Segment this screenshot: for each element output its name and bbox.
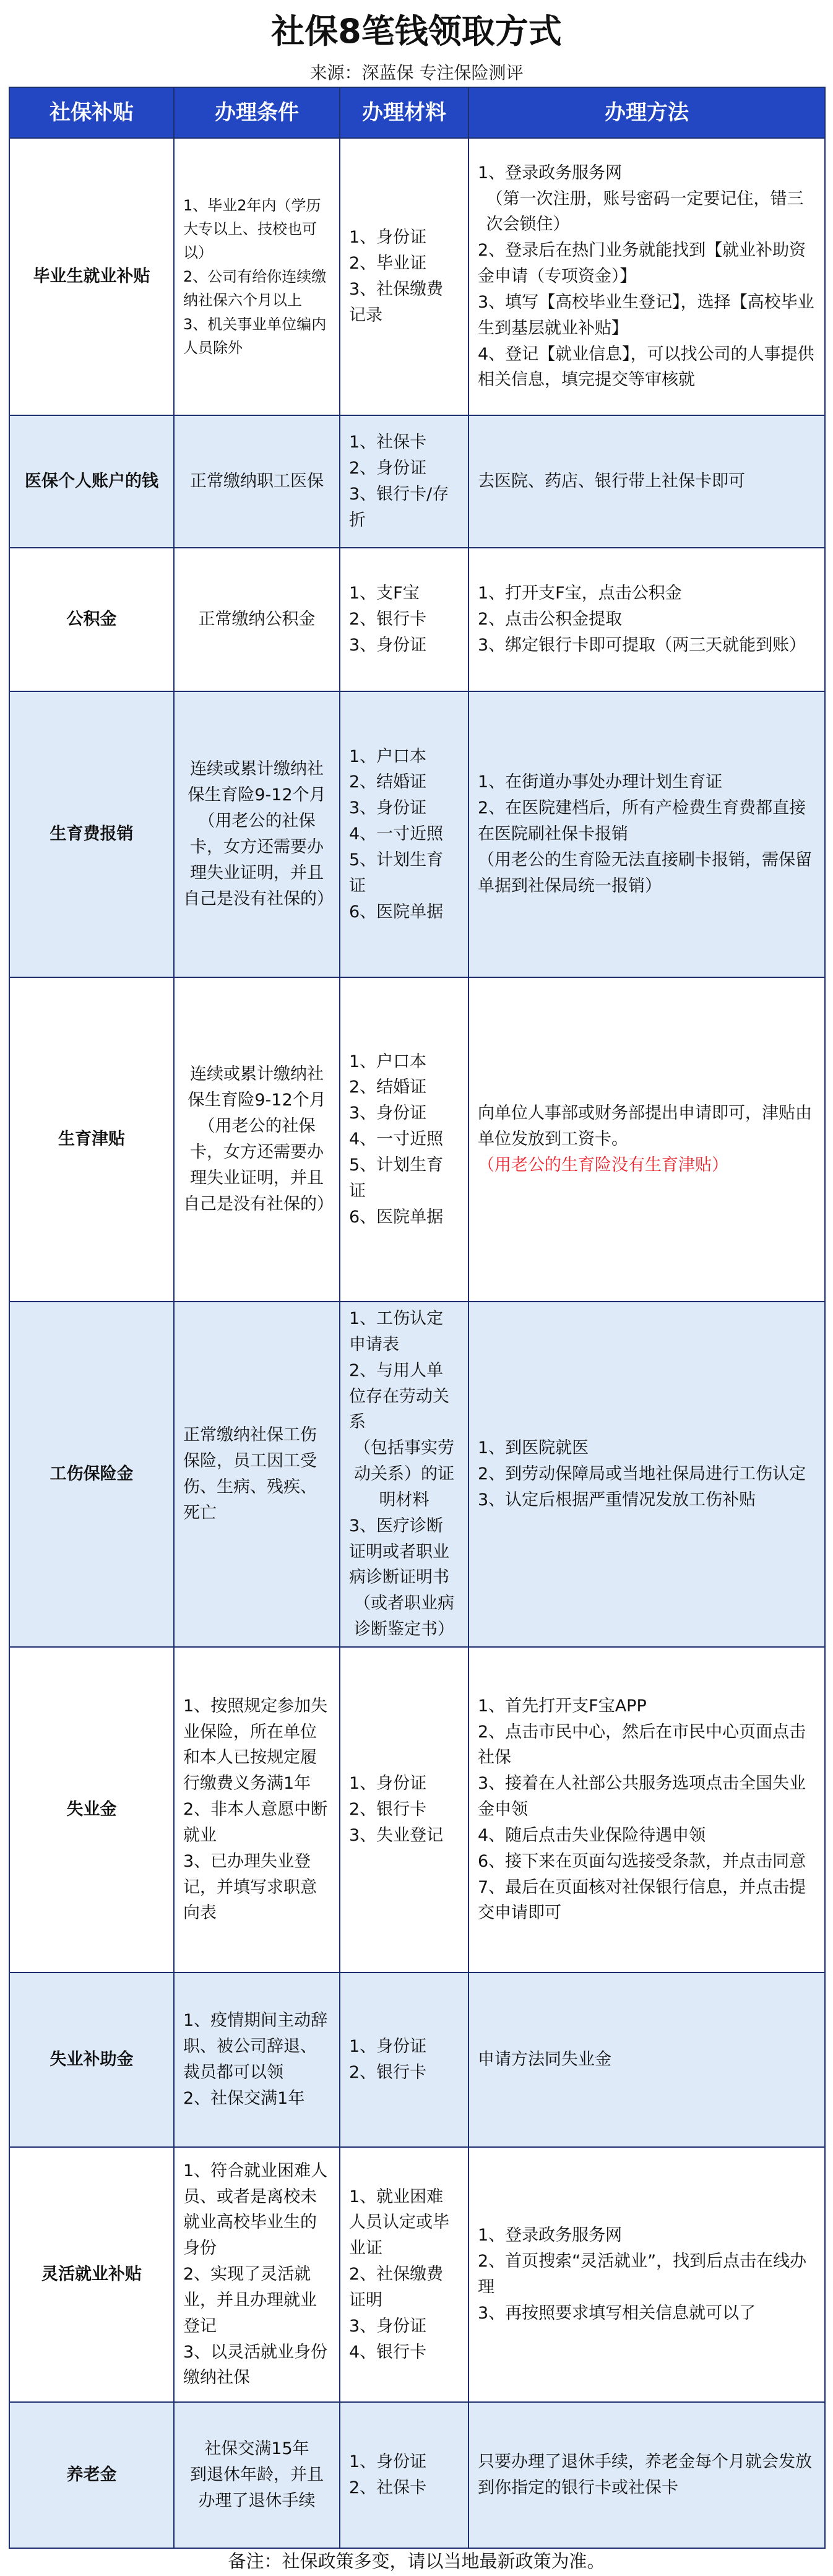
material-line: 1、社保卡	[349, 433, 427, 452]
table-row	[9, 691, 825, 977]
benefit-name: 工伤保险金	[9, 1302, 174, 1647]
method-cell	[468, 2147, 825, 2402]
material-line: 1、身份证	[349, 2037, 427, 2057]
material-line: 1、户口本	[349, 1052, 427, 1071]
condition-line: 正常缴纳社保工伤保险，员工因工受伤、生病、残疾、死亡	[183, 1425, 317, 1523]
material-line: 3、银行卡/存折	[349, 485, 449, 530]
material-line: 1、工伤认定申请表	[349, 1309, 444, 1354]
table-header-row	[9, 87, 825, 138]
condition-cell	[174, 138, 340, 415]
material-line: 3、身份证	[349, 798, 427, 818]
material-line: 2、身份证	[349, 459, 427, 478]
condition-cell	[174, 1973, 340, 2147]
condition-line: 连续或累计缴纳社保生育险9-12个月	[188, 759, 326, 805]
method-cell	[468, 1302, 825, 1647]
condition-line: 到退休年龄，并且办理了退休手续	[190, 2465, 324, 2510]
table-row	[9, 2402, 825, 2548]
method-cell	[468, 138, 825, 415]
benefit-name: 医保个人账户的钱	[9, 415, 174, 548]
materials-cell	[340, 2402, 468, 2548]
method-cell	[468, 415, 825, 548]
material-line: 3、社保缴费记录	[349, 280, 444, 325]
materials-cell	[340, 2147, 468, 2402]
material-line: 5、计划生育证	[349, 1155, 444, 1201]
method-line: 3、认定后根据严重情况发放工伤补贴	[478, 1490, 756, 1510]
benefit-name: 失业金	[9, 1647, 174, 1973]
materials-cell	[340, 977, 468, 1302]
method-line: 2、点击公积金提取	[478, 610, 623, 629]
table-row	[9, 548, 825, 691]
footer-note: 备注：社保政策多变，请以当地最新政策为准。	[228, 2550, 605, 2572]
materials-cell	[340, 138, 468, 415]
column-header-benefit: 社保补贴	[9, 87, 174, 138]
method-cell	[468, 548, 825, 691]
column-header-materials: 办理材料	[340, 87, 468, 138]
method-line: 3、绑定银行卡即可提取（两三天就能到账）	[478, 635, 806, 655]
method-line: 2、在医院建档后，所有产检费生育费都直接在医院刷社保卡报销	[478, 798, 806, 844]
method-line: 1、打开支F宝，点击公积金	[478, 584, 682, 603]
condition-line: 1、按照规定参加失业保险，所在单位和本人已按规定履行缴费义务满1年	[183, 1696, 328, 1794]
material-line: 2、社保卡	[349, 2478, 427, 2497]
method-cell	[468, 2402, 825, 2548]
condition-line: 1、毕业2年内（学历大专以上、技校也可以）	[183, 196, 321, 262]
condition-line: 连续或累计缴纳社保生育险9-12个月	[188, 1065, 326, 1110]
material-line: 1、支F宝	[349, 584, 420, 603]
method-line: （用老公的生育险无法直接刷卡报销，需保留单据到社保局统一报销）	[478, 850, 812, 896]
material-line: 3、身份证	[349, 635, 427, 655]
condition-line: 正常缴纳公积金	[198, 610, 316, 629]
condition-cell	[174, 415, 340, 548]
table-row	[9, 1647, 825, 1973]
condition-line: 1、符合就业困难人员、或者是离校未就业高校毕业生的身份	[183, 2161, 328, 2258]
material-line: 1、户口本	[349, 746, 427, 766]
material-line: （或者职业病诊断鉴定书）	[354, 1594, 454, 1640]
table-row	[9, 2147, 825, 2402]
method-line: 向单位人事部或财务部提出申请即可，津贴由单位发放到工资卡。	[478, 1104, 812, 1149]
method-line: 2、首页搜索“灵活就业”，找到后点击在线办理	[478, 2252, 807, 2297]
column-header-method: 办理方法	[468, 87, 825, 138]
condition-line: 社保交满15年	[204, 2439, 309, 2459]
materials-cell	[340, 1973, 468, 2147]
method-cell	[468, 691, 825, 977]
condition-line: 1、疫情期间主动辞职、被公司辞退、裁员都可以领	[183, 2011, 328, 2082]
benefit-name: 灵活就业补贴	[9, 2147, 174, 2402]
material-line: 1、身份证	[349, 2452, 427, 2472]
material-line: 2、与用人单位存在劳动关系	[349, 1360, 449, 1432]
materials-cell	[340, 548, 468, 691]
materials-cell	[340, 691, 468, 977]
material-line: 4、银行卡	[349, 2342, 427, 2362]
material-line: 3、身份证	[349, 2316, 427, 2336]
condition-line: （用老公的社保卡，女方还需要办理失业证明，并且自己是没有社保的）	[183, 1117, 334, 1214]
benefit-name: 生育费报销	[9, 691, 174, 977]
materials-cell	[340, 1647, 468, 1973]
method-cell	[468, 1973, 825, 2147]
material-line: 2、社保缴费证明	[349, 2265, 444, 2310]
condition-cell	[174, 548, 340, 691]
page-subtitle: 来源：深蓝保 专注保险测评	[309, 63, 524, 83]
method-line: 1、首先打开支F宝APP	[478, 1696, 647, 1716]
material-line: 2、结婚证	[349, 1078, 427, 1097]
table-row	[9, 415, 825, 548]
materials-cell	[340, 415, 468, 548]
method-line: 去医院、药店、银行带上社保卡即可	[478, 472, 745, 491]
condition-line: 2、非本人意愿中断就业	[183, 1800, 328, 1845]
condition-cell	[174, 977, 340, 1302]
page-title: 社保8笔钱领取方式	[271, 11, 562, 51]
table-row	[9, 1973, 825, 2147]
table-row	[9, 138, 825, 415]
materials-cell	[340, 1302, 468, 1647]
material-line: 5、计划生育证	[349, 850, 444, 896]
material-line: 6、医院单据	[349, 1207, 444, 1227]
material-line: 3、失业登记	[349, 1825, 444, 1845]
method-line: 2、点击市民中心，然后在市民中心页面点击社保	[478, 1722, 806, 1768]
condition-line: 3、已办理失业登记，并填写求职意向表	[183, 1851, 317, 1923]
condition-cell	[174, 1302, 340, 1647]
benefit-name: 公积金	[9, 548, 174, 691]
material-line: 6、医院单据	[349, 902, 444, 922]
condition-cell	[174, 2402, 340, 2548]
condition-line: 2、实现了灵活就业，并且办理就业登记	[183, 2265, 317, 2336]
method-line: 3、接着在人社部公共服务选项点击全国失业金申领	[478, 1774, 806, 1820]
benefit-name: 养老金	[9, 2402, 174, 2548]
condition-line: （用老公的社保卡，女方还需要办理失业证明，并且自己是没有社保的）	[183, 811, 334, 909]
method-line: 4、登记【就业信息】，可以找公司的人事提供相关信息，填完提交等审核就	[478, 344, 814, 390]
table-row	[9, 1302, 825, 1647]
method-line: 1、登录政务服务网	[478, 163, 623, 183]
condition-line: 2、社保交满1年	[183, 2088, 305, 2108]
method-cell	[468, 1647, 825, 1973]
method-line: 7、最后在页面核对社保银行信息，并点击提交申请即可	[478, 1877, 806, 1923]
condition-line: 2、公司有给你连续缴纳社保六个月以上	[183, 267, 327, 309]
method-line: 2、登录后在热门业务就能找到【就业补助资金申请（专项资金）】	[478, 241, 806, 287]
material-line: 1、就业困难人员认定或毕业证	[349, 2187, 449, 2258]
method-line: 6、接下来在页面勾选接受条款，并点击同意	[478, 1851, 806, 1871]
method-line: 申请方法同失业金	[478, 2050, 611, 2070]
method-line: 3、填写【高校毕业生登记】，选择【高校毕业生到基层就业补贴】	[478, 292, 814, 338]
material-line: 1、身份证	[349, 228, 427, 248]
method-line: 只要办理了退休手续，养老金每个月就会发放到你指定的银行卡或社保卡	[478, 2452, 812, 2497]
column-header-condition: 办理条件	[174, 87, 340, 138]
method-line: 1、到医院就医	[478, 1438, 589, 1458]
method-line: （第一次注册，账号密码一定要记住，错三次会锁住）	[486, 189, 804, 235]
table-row	[9, 977, 825, 1302]
material-line: 2、银行卡	[349, 2062, 427, 2082]
material-line: （包括事实劳动关系）的证明材料	[354, 1438, 454, 1510]
material-line: 2、银行卡	[349, 1800, 427, 1820]
method-line: 2、到劳动保障局或当地社保局进行工伤认定	[478, 1464, 806, 1484]
condition-line: 3、以灵活就业身份缴纳社保	[183, 2342, 328, 2388]
condition-line: 正常缴纳职工医保	[190, 472, 324, 491]
benefits-table	[9, 87, 826, 2549]
material-line: 3、医疗诊断证明或者职业病诊断证明书	[349, 1516, 449, 1588]
condition-cell	[174, 691, 340, 977]
material-line: 4、一寸近照	[349, 824, 444, 844]
method-line: 1、在街道办事处办理计划生育证	[478, 772, 723, 792]
material-line: 2、毕业证	[349, 254, 427, 274]
material-line: 4、一寸近照	[349, 1130, 444, 1149]
condition-line: 3、机关事业单位编内人员除外	[183, 315, 327, 357]
method-note-red: （用老公的生育险没有生育津贴）	[478, 1155, 728, 1175]
method-line: 1、登录政务服务网	[478, 2226, 623, 2245]
method-line: 3、再按照要求填写相关信息就可以了	[478, 2303, 756, 2323]
material-line: 2、银行卡	[349, 610, 427, 629]
method-cell	[468, 977, 825, 1302]
benefit-name: 失业补助金	[9, 1973, 174, 2147]
material-line: 1、身份证	[349, 1774, 427, 1794]
material-line: 3、身份证	[349, 1104, 427, 1123]
method-line: 4、随后点击失业保险待遇申领	[478, 1825, 706, 1845]
benefit-name: 毕业生就业补贴	[9, 138, 174, 415]
condition-cell	[174, 2147, 340, 2402]
material-line: 2、结婚证	[349, 772, 427, 792]
condition-cell	[174, 1647, 340, 1973]
benefit-name: 生育津贴	[9, 977, 174, 1302]
